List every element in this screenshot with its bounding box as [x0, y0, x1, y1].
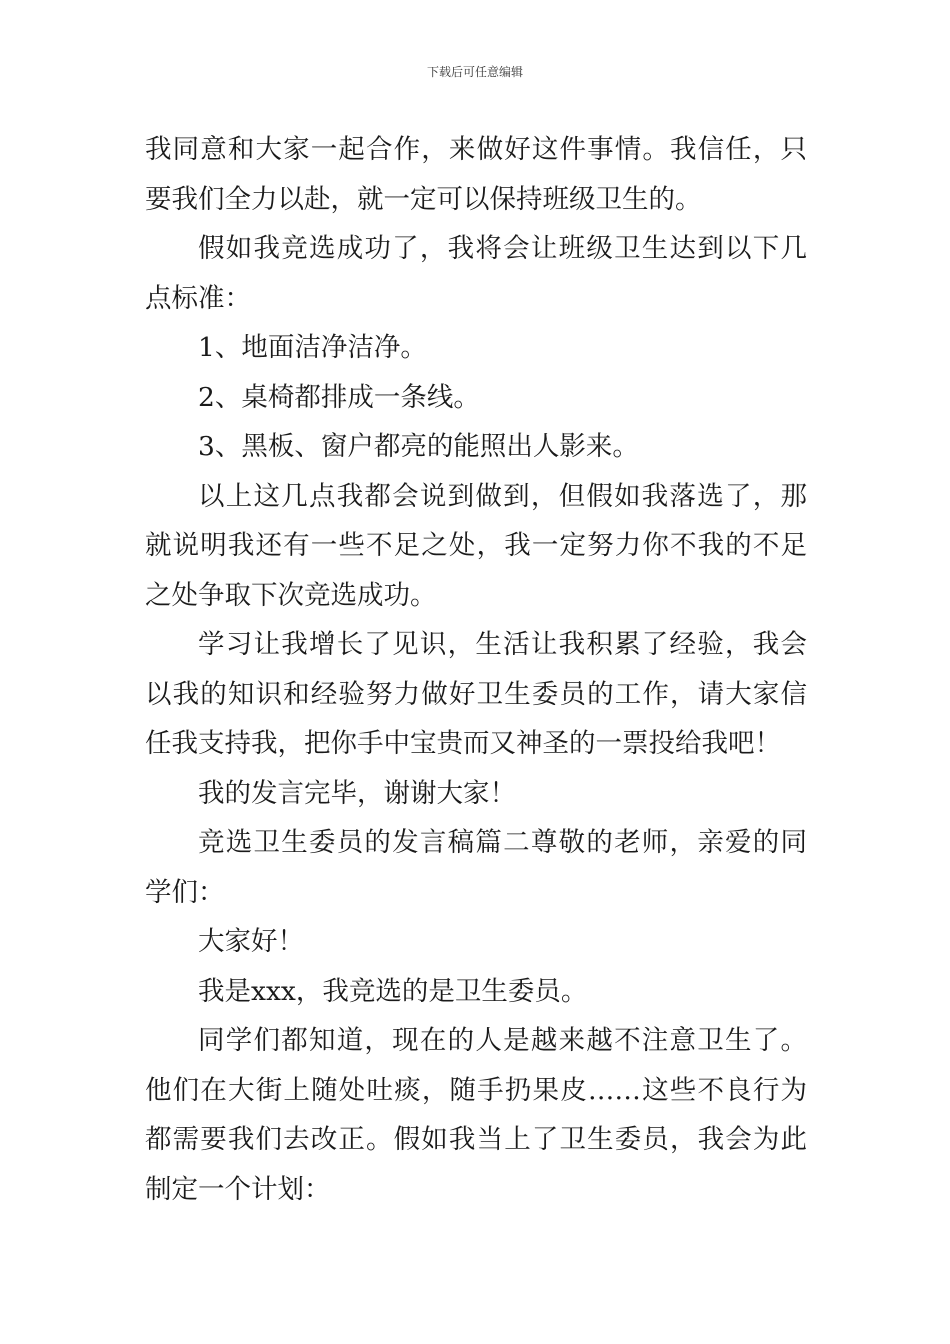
paragraph-7: 大家好！	[198, 926, 304, 957]
list-item-2: 2、桌椅都排成一条线。	[198, 381, 480, 413]
paragraph-4: 学习让我增长了见识，生活让我积累了经验，我会以我的知识和经验努力做好卫生委员的工作，请大家信任我支持我，把你手中宝贵而又神圣的一票投给我吧！	[145, 629, 807, 759]
list-item-1: 1、地面洁净洁净。	[198, 332, 427, 363]
document-body	[145, 125, 807, 1214]
paragraph-2: 假如我竞选成功了，我将会让班级卫生达到以下几点标准：	[145, 233, 807, 314]
list-item-3: 3、黑板、窗户都亮的能照出人影来。	[198, 431, 639, 462]
paragraph-1: 我同意和大家一起合作，来做好这件事情。我信任，只要我们全力以赴，就一定可以保持班级卫生的。	[145, 134, 807, 215]
paragraph-6: 竞选卫生委员的发言稿篇二尊敬的老师，亲爱的同学们：	[145, 827, 807, 908]
paragraph-3: 以上这几点我都会说到做到，但假如我落选了，那就说明我还有一些不足之处，我一定努力你不我的不足之处争取下次竞选成功。	[145, 480, 807, 611]
page-header: 下载后可任意编辑	[426, 65, 523, 79]
paragraph-5: 我的发言完毕，谢谢大家！	[198, 777, 516, 809]
paragraph-9: 同学们都知道，现在的人是越来越不注意卫生了。他们在大街上随处吐痰，随手扔果皮……这些不良行为都需要我们去改正。假如我当上了卫生委员，我会为此制定一个计划：	[145, 1025, 807, 1205]
paragraph-8: 我是xxx，我竞选的是卫生委员。	[198, 975, 588, 1007]
